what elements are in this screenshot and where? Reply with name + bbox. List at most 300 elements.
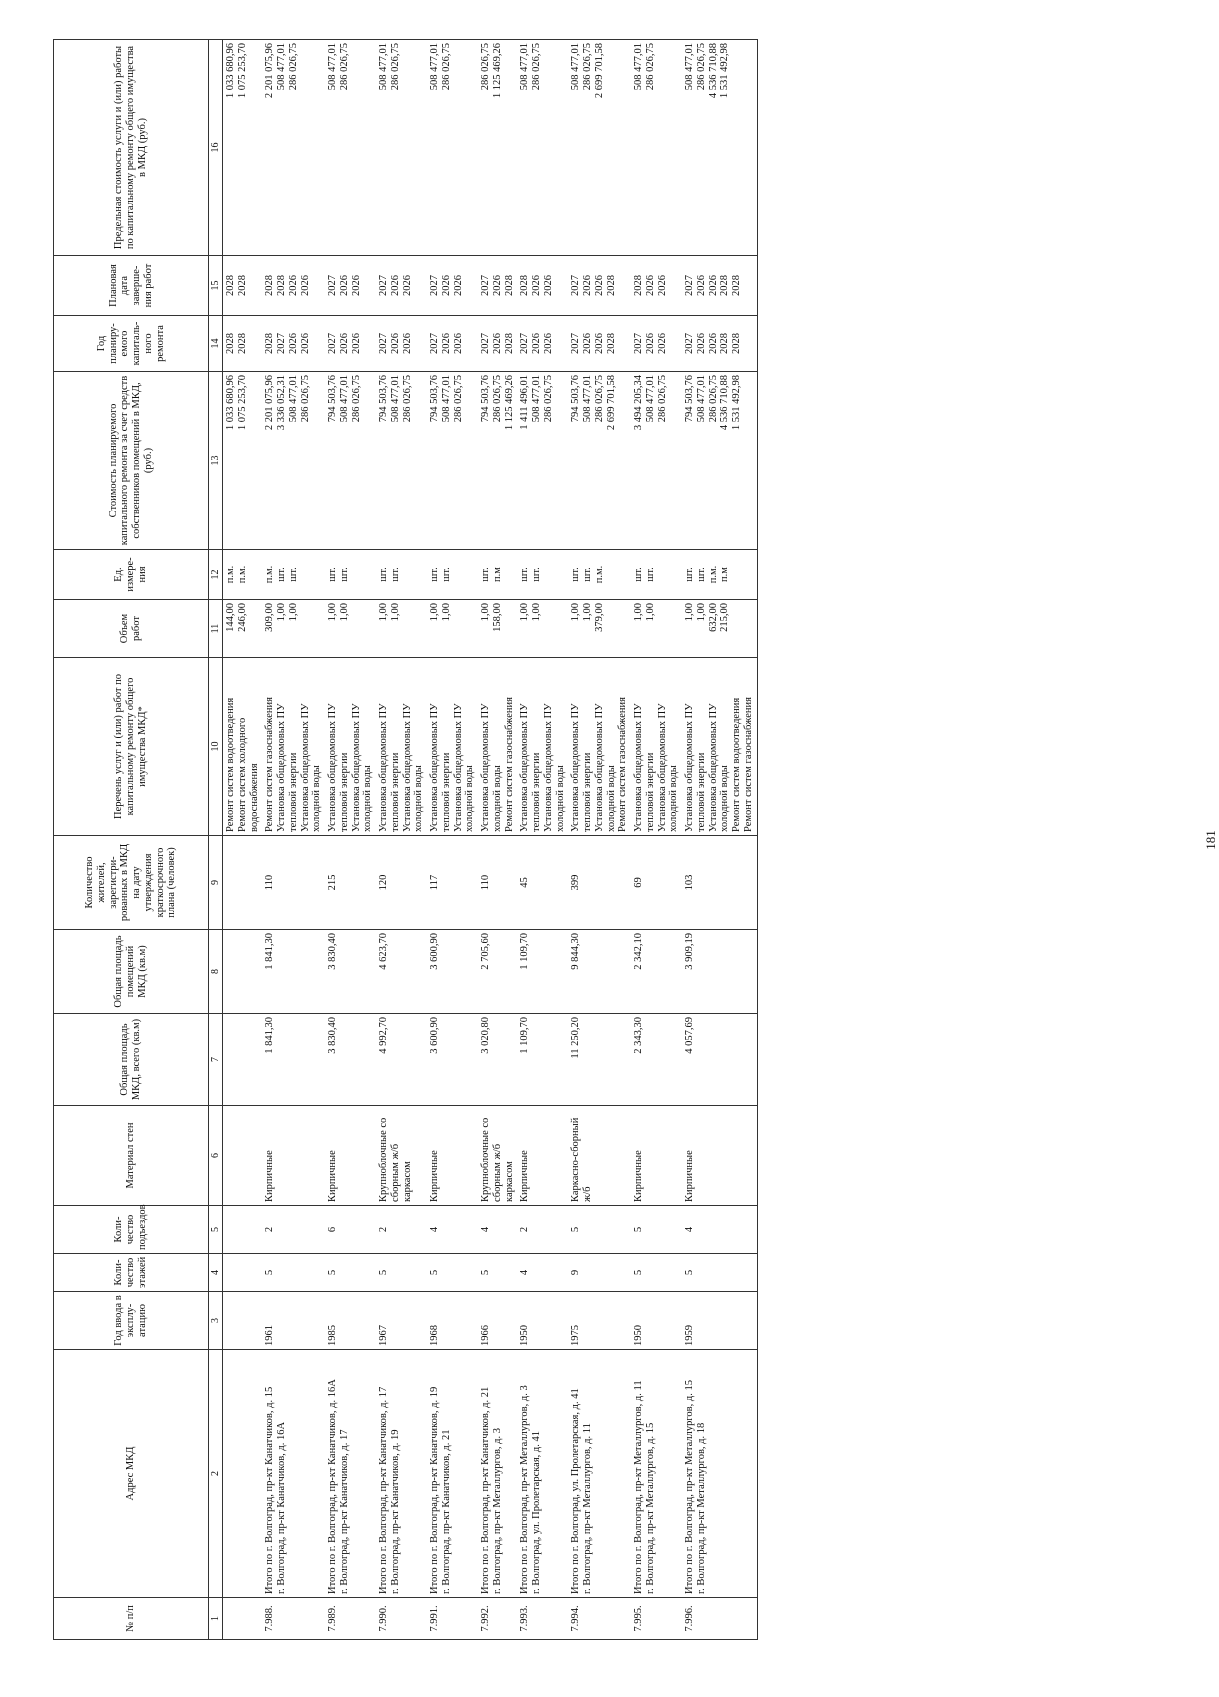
- cost-cell-line: 286 026,75: [350, 375, 362, 423]
- volume-cell-line: 1,00: [519, 603, 531, 622]
- header-address: Адрес МКД: [54, 1350, 209, 1598]
- cost-cell: [631, 372, 682, 550]
- address-cell-line: Итого по г. Волгоград, пр-кт Канатчиков, д. 16А: [327, 1379, 338, 1594]
- end-year-cell-line: 2026: [287, 275, 299, 296]
- plan-year-cell: [682, 316, 757, 372]
- address-cell: [631, 1350, 682, 1598]
- table-row: [517, 40, 568, 1640]
- premises-area-cell: 1 841,30: [262, 930, 325, 1014]
- works-cell: [262, 658, 325, 836]
- unit-cell: [223, 550, 263, 600]
- cost-cell-line: 508 477,01: [389, 375, 401, 423]
- plan-year-cell-line: 2027: [378, 333, 389, 354]
- end-year-cell-line: 2026: [338, 275, 350, 296]
- header-premises-area: Общая площадь помещений МКД (кв.м): [54, 930, 209, 1014]
- row-number: 7.991.: [427, 1598, 478, 1640]
- address-cell: [223, 1350, 263, 1598]
- plan-year-cell-line: 2026: [452, 333, 464, 354]
- cost-cell-line: 794 503,76: [570, 375, 582, 423]
- end-year-cell-line: 2027: [570, 275, 582, 296]
- end-year-cell-line: 2027: [429, 275, 440, 296]
- entrances-cell: 4: [682, 1206, 757, 1254]
- total-area-cell: 4 992,70: [376, 1014, 427, 1106]
- cost-cell-line: 286 026,75: [542, 375, 554, 423]
- table-row: [478, 40, 517, 1640]
- column-number: 2: [209, 1350, 223, 1598]
- volume-cell-line: 379,00: [593, 603, 605, 632]
- limit-cost-cell: [223, 40, 263, 256]
- plan-year-cell: [262, 316, 325, 372]
- unit-cell-line: п.м.: [593, 565, 605, 584]
- limit-cost-cell-line: 286 026,75: [695, 43, 707, 91]
- capital-repair-table: [53, 39, 758, 1640]
- total-area-cell: 3 600,90: [427, 1014, 478, 1106]
- column-number: 8: [209, 930, 223, 1014]
- end-year-cell: [568, 256, 631, 316]
- volume-cell-line: 1,00: [429, 603, 440, 622]
- unit-cell: [478, 550, 517, 600]
- address-cell-line: г. Волгоград, пр-кт Металлургов, д. 18: [695, 1422, 707, 1594]
- works-cell-line: Установка общедомовых ПУ холодной воды: [707, 703, 731, 832]
- cost-cell-line: 286 026,75: [491, 375, 503, 423]
- end-year-cell-line: 2028: [264, 275, 276, 296]
- cost-cell: [223, 372, 263, 550]
- cost-cell-line: 508 477,01: [644, 375, 656, 423]
- volume-cell-line: 1,00: [480, 603, 491, 622]
- header-wall-material: Материал стен: [54, 1106, 209, 1206]
- plan-year-cell-line: 2026: [491, 333, 503, 354]
- residents-cell: [223, 836, 263, 930]
- works-cell-line: Установка общедомовых ПУ тепловой энергии: [276, 703, 299, 832]
- address-cell-line: Итого по г. Волгоград, пр-кт Металлургов, д. 11: [633, 1380, 644, 1594]
- cost-cell-line: 1 531 492,98: [731, 375, 742, 431]
- entrances-cell: 2: [376, 1206, 427, 1254]
- cost-cell-line: 508 477,01: [440, 375, 452, 423]
- plan-year-cell: [223, 316, 263, 372]
- cost-cell-line: 508 477,01: [531, 375, 542, 423]
- works-cell-line: Установка общедомовых ПУ тепловой энергии: [684, 703, 707, 832]
- plan-year-cell-line: 2028: [731, 333, 742, 354]
- end-year-cell-line: 2026: [593, 275, 605, 296]
- row-number: 7.988.: [262, 1598, 325, 1640]
- limit-cost-cell-line: 2 201 075,96: [264, 43, 276, 99]
- cost-cell-line: 794 503,76: [480, 375, 491, 423]
- header-unit: Ед. измере-ния: [54, 550, 209, 600]
- unit-cell-line: шт.: [633, 567, 644, 582]
- limit-cost-cell: [568, 40, 631, 256]
- works-cell: [427, 658, 478, 836]
- end-year-cell: [517, 256, 568, 316]
- works-cell-line: Установка общедомовых ПУ холодной воды: [401, 703, 425, 832]
- plan-year-cell-line: 2027: [276, 333, 287, 354]
- volume-cell-line: 1,00: [695, 603, 707, 622]
- works-cell-line: Ремонт систем водоотведения: [731, 697, 742, 832]
- plan-year-cell-line: 2026: [644, 333, 656, 354]
- address-cell: [376, 1350, 427, 1598]
- table-row: [262, 40, 325, 1640]
- header-volume: Объем работ: [54, 600, 209, 658]
- total-area-cell: 4 057,69: [682, 1014, 757, 1106]
- plan-year-cell-line: 2026: [287, 333, 299, 354]
- premises-area-cell: 2 342,10: [631, 930, 682, 1014]
- wall-material-cell: Кирпичные: [325, 1106, 376, 1206]
- volume-cell-line: 1,00: [644, 603, 656, 622]
- plan-year-cell-line: 2028: [225, 333, 236, 354]
- column-number: 12: [209, 550, 223, 600]
- plan-year-cell: [631, 316, 682, 372]
- header-residents: Количество жителей, зарегистри-рованных в МКД на дату утверждения краткосрочного плана (человек): [54, 836, 209, 930]
- column-number: 13: [209, 372, 223, 550]
- end-year-cell: [376, 256, 427, 316]
- plan-year-cell-line: 2028: [264, 333, 276, 354]
- column-number: 3: [209, 1292, 223, 1350]
- commission-year-cell: [223, 1292, 263, 1350]
- limit-cost-cell-line: 508 477,01: [684, 43, 695, 91]
- commission-year-cell: 1967: [376, 1292, 427, 1350]
- floors-cell: 5: [682, 1254, 757, 1292]
- floors-cell: 5: [325, 1254, 376, 1292]
- plan-year-cell-line: 2026: [389, 333, 401, 354]
- entrances-cell: 5: [631, 1206, 682, 1254]
- cost-cell-line: 286 026,75: [656, 375, 668, 423]
- volume-cell-line: 1,00: [327, 603, 338, 622]
- end-year-cell-line: 2026: [452, 275, 464, 296]
- end-year-cell-line: 2028: [519, 275, 531, 296]
- cost-cell-line: 286 026,75: [299, 375, 311, 423]
- unit-cell-line: шт.: [429, 567, 440, 582]
- residents-cell: 69: [631, 836, 682, 930]
- header-end-date: Плановая дата заверше-ния работ: [54, 256, 209, 316]
- plan-year-cell: [568, 316, 631, 372]
- end-year-cell-line: 2027: [327, 275, 338, 296]
- table-row: [427, 40, 478, 1640]
- limit-cost-cell-line: 1 033 680,96: [225, 43, 236, 99]
- commission-year-cell: 1959: [682, 1292, 757, 1350]
- header-entrances: Коли-чество подъездов: [54, 1206, 209, 1254]
- unit-cell-line: шт.: [378, 567, 389, 582]
- limit-cost-cell-line: 286 026,75: [582, 43, 593, 91]
- row-number: 7.993.: [517, 1598, 568, 1640]
- works-cell: [223, 658, 263, 836]
- column-number: 11: [209, 600, 223, 658]
- address-cell-line: Итого по г. Волгоград, пр-кт Канатчиков, д. 21: [480, 1386, 491, 1594]
- end-year-cell-line: 2027: [684, 275, 695, 296]
- volume-cell: [376, 600, 427, 658]
- unit-cell-line: шт.: [338, 567, 350, 582]
- plan-year-cell-line: 2026: [338, 333, 350, 354]
- unit-cell-line: п.м.: [236, 565, 248, 584]
- unit-cell-line: шт.: [582, 567, 593, 582]
- end-year-cell-line: 2026: [350, 275, 362, 296]
- end-year-cell-line: 2026: [299, 275, 311, 296]
- end-year-cell-line: 2026: [401, 275, 413, 296]
- commission-year-cell: 1961: [262, 1292, 325, 1350]
- wall-material-cell: Крупноблочные со сборным ж/б каркасом: [376, 1106, 427, 1206]
- address-cell-line: Итого по г. Волгоград, пр-кт Металлургов, д. 15: [684, 1380, 695, 1594]
- table-row: [682, 40, 757, 1640]
- address-cell-line: г. Волгоград, пр-кт Металлургов, д. 11: [582, 1423, 593, 1594]
- commission-year-cell: 1950: [517, 1292, 568, 1350]
- address-cell-line: г. Волгоград, ул. Пролетарская, д. 41: [531, 1430, 542, 1594]
- volume-cell-line: 1,00: [287, 603, 299, 622]
- table-row: [568, 40, 631, 1640]
- cost-cell-line: 508 477,01: [582, 375, 593, 423]
- works-cell-line: Установка общедомовых ПУ холодной воды: [593, 703, 617, 832]
- limit-cost-cell-line: 1 075 253,70: [236, 43, 248, 99]
- header-floors: Коли-чество этажей: [54, 1254, 209, 1292]
- end-year-cell-line: 2026: [440, 275, 452, 296]
- floors-cell: 5: [631, 1254, 682, 1292]
- header-commission-year: Год ввода в эксплу-атацию: [54, 1292, 209, 1350]
- limit-cost-cell-line: 286 026,75: [287, 43, 299, 91]
- cost-cell-line: 1 075 253,70: [236, 375, 248, 431]
- works-cell: [325, 658, 376, 836]
- works-cell-line: Ремонт систем газоснабжения: [742, 697, 754, 832]
- volume-cell: [517, 600, 568, 658]
- commission-year-cell: 1968: [427, 1292, 478, 1350]
- floors-cell: 4: [517, 1254, 568, 1292]
- end-year-cell: [262, 256, 325, 316]
- wall-material-cell: Кирпичные: [631, 1106, 682, 1206]
- entrances-cell: 6: [325, 1206, 376, 1254]
- premises-area-cell: [223, 930, 263, 1014]
- document-sheet: [53, 40, 1218, 1640]
- plan-year-cell-line: 2028: [719, 333, 731, 354]
- total-area-cell: 1 109,70: [517, 1014, 568, 1106]
- end-year-cell-line: 2026: [707, 275, 719, 296]
- residents-cell: 117: [427, 836, 478, 930]
- cost-cell: [376, 372, 427, 550]
- volume-cell-line: 158,00: [491, 603, 503, 632]
- limit-cost-cell-line: 286 026,75: [644, 43, 656, 91]
- works-cell-line: Установка общедомовых ПУ тепловой энергии: [429, 703, 452, 832]
- address-cell-line: г. Волгоград, пр-кт Металлургов, д. 3: [491, 1427, 503, 1594]
- address-cell-line: г. Волгоград, пр-кт Канатчиков, д. 21: [440, 1429, 452, 1594]
- works-cell-line: Установка общедомовых ПУ тепловой энергии: [570, 703, 593, 832]
- cost-cell-line: 794 503,76: [378, 375, 389, 423]
- floors-cell: 5: [262, 1254, 325, 1292]
- residents-cell: 103: [682, 836, 757, 930]
- end-year-cell-line: 2028: [605, 275, 617, 296]
- floors-cell: 5: [376, 1254, 427, 1292]
- end-year-cell-line: 2028: [236, 275, 248, 296]
- floors-cell: 5: [427, 1254, 478, 1292]
- address-cell-line: Итого по г. Волгоград, пр-кт Канатчиков, д. 15: [264, 1386, 276, 1594]
- entrances-cell: 5: [568, 1206, 631, 1254]
- limit-cost-cell-line: 508 477,01: [327, 43, 338, 91]
- end-year-cell-line: 2026: [389, 275, 401, 296]
- wall-material-cell: Каркасно-сборный ж/б: [568, 1106, 631, 1206]
- cost-cell-line: 3 494 205,34: [633, 375, 644, 431]
- unit-cell-line: шт.: [276, 567, 287, 582]
- volume-cell: [682, 600, 757, 658]
- limit-cost-cell-line: 286 026,75: [480, 43, 491, 91]
- plan-year-cell-line: 2027: [633, 333, 644, 354]
- limit-cost-cell-line: 508 477,01: [519, 43, 531, 91]
- header-number: № п/п: [54, 1598, 209, 1640]
- limit-cost-cell: [631, 40, 682, 256]
- plan-year-cell: [376, 316, 427, 372]
- unit-cell-line: шт.: [440, 567, 452, 582]
- unit-cell-line: шт.: [480, 567, 491, 582]
- floors-cell: 5: [478, 1254, 517, 1292]
- premises-area-cell: 1 109,70: [517, 930, 568, 1014]
- plan-year-cell-line: 2026: [440, 333, 452, 354]
- volume-cell-line: 1,00: [684, 603, 695, 622]
- limit-cost-cell: [325, 40, 376, 256]
- end-year-cell-line: 2028: [731, 275, 742, 296]
- works-cell-line: Установка общедомовых ПУ холодной воды: [350, 703, 374, 832]
- header-cost: Стоимость планируемого капитального ремонта за счет средств собственников помещений в МКД, (руб.): [54, 372, 209, 550]
- unit-cell-line: п.м.: [264, 565, 276, 584]
- premises-area-cell: 9 844,30: [568, 930, 631, 1014]
- cost-cell-line: 286 026,75: [401, 375, 413, 423]
- plan-year-cell-line: 2027: [684, 333, 695, 354]
- column-number: 1: [209, 1598, 223, 1640]
- commission-year-cell: 1950: [631, 1292, 682, 1350]
- limit-cost-cell-line: 2 699 701,58: [593, 43, 605, 99]
- limit-cost-cell-line: 286 026,75: [531, 43, 542, 91]
- volume-cell-line: 1,00: [378, 603, 389, 622]
- unit-cell-line: п.м.: [707, 565, 719, 584]
- limit-cost-cell-line: 508 477,01: [570, 43, 582, 91]
- works-cell-line: Установка общедомовых ПУ тепловой энергии: [519, 703, 542, 832]
- unit-cell: [682, 550, 757, 600]
- works-cell-line: Установка общедомовых ПУ холодной воды: [656, 703, 680, 832]
- address-cell: [262, 1350, 325, 1598]
- works-cell-line: Установка общедомовых ПУ тепловой энергии: [378, 703, 401, 832]
- works-cell-line: Ремонт систем газоснабжения: [617, 697, 629, 832]
- premises-area-cell: 2 705,60: [478, 930, 517, 1014]
- unit-cell-line: шт.: [570, 567, 582, 582]
- wall-material-cell: Кирпичные: [262, 1106, 325, 1206]
- works-cell: [631, 658, 682, 836]
- unit-cell-line: п.м.: [225, 565, 236, 584]
- cost-cell-line: 4 536 710,88: [719, 375, 731, 431]
- plan-year-cell-line: 2026: [593, 333, 605, 354]
- residents-cell: 215: [325, 836, 376, 930]
- unit-cell-line: шт.: [287, 567, 299, 582]
- end-year-cell-line: 2028: [633, 275, 644, 296]
- cost-cell-line: 508 477,01: [338, 375, 350, 423]
- total-area-cell: 2 343,30: [631, 1014, 682, 1106]
- end-year-cell-line: 2027: [378, 275, 389, 296]
- cost-cell-line: 1 125 469,26: [503, 375, 515, 431]
- limit-cost-cell-line: 1 125 469,26: [491, 43, 503, 99]
- works-cell-line: Ремонт систем газоснабжения: [264, 697, 276, 832]
- unit-cell-line: шт.: [695, 567, 707, 582]
- end-year-cell-line: 2027: [480, 275, 491, 296]
- cost-cell: [478, 372, 517, 550]
- cost-cell: [517, 372, 568, 550]
- volume-cell-line: 1,00: [531, 603, 542, 622]
- end-year-cell-line: 2028: [225, 275, 236, 296]
- column-number: 7: [209, 1014, 223, 1106]
- unit-cell: [517, 550, 568, 600]
- address-cell-line: Итого по г. Волгоград, пр-кт Канатчиков, д. 17: [378, 1386, 389, 1594]
- end-year-cell-line: 2026: [491, 275, 503, 296]
- unit-cell-line: шт.: [644, 567, 656, 582]
- unit-cell-line: п.м: [719, 567, 731, 582]
- entrances-cell: 4: [427, 1206, 478, 1254]
- volume-cell: [568, 600, 631, 658]
- end-year-cell: [631, 256, 682, 316]
- volume-cell-line: 215,00: [719, 603, 731, 632]
- table-row: [376, 40, 427, 1640]
- end-year-cell-line: 2026: [644, 275, 656, 296]
- end-year-cell-line: 2026: [656, 275, 668, 296]
- volume-cell: [223, 600, 263, 658]
- cost-cell-line: 2 201 075,96: [264, 375, 276, 431]
- commission-year-cell: 1975: [568, 1292, 631, 1350]
- plan-year-cell-line: 2026: [531, 333, 542, 354]
- residents-cell: 120: [376, 836, 427, 930]
- address-cell-line: г. Волгоград, пр-кт Канатчиков, д. 17: [338, 1429, 350, 1594]
- residents-cell: 45: [517, 836, 568, 930]
- total-area-cell: 1 841,30: [262, 1014, 325, 1106]
- end-year-cell-line: 2026: [542, 275, 554, 296]
- entrances-cell: [223, 1206, 263, 1254]
- residents-cell: 110: [262, 836, 325, 930]
- limit-cost-cell: [262, 40, 325, 256]
- plan-year-cell: [325, 316, 376, 372]
- plan-year-cell-line: 2028: [503, 333, 515, 354]
- volume-cell-line: 1,00: [389, 603, 401, 622]
- column-number: 14: [209, 316, 223, 372]
- address-cell-line: г. Волгоград, пр-кт Металлургов, д. 15: [644, 1422, 656, 1594]
- column-number: 15: [209, 256, 223, 316]
- address-cell: [478, 1350, 517, 1598]
- floors-cell: [223, 1254, 263, 1292]
- unit-cell: [568, 550, 631, 600]
- plan-year-cell-line: 2026: [350, 333, 362, 354]
- unit-cell: [631, 550, 682, 600]
- plan-year-cell-line: 2028: [605, 333, 617, 354]
- column-number: 6: [209, 1106, 223, 1206]
- works-cell-line: Установка общедомовых ПУ холодной воды: [480, 703, 503, 832]
- volume-cell: [325, 600, 376, 658]
- cost-cell: [262, 372, 325, 550]
- row-number: [223, 1598, 263, 1640]
- unit-cell: [325, 550, 376, 600]
- plan-year-cell-line: 2027: [519, 333, 531, 354]
- column-number-row: [209, 40, 223, 1640]
- row-number: 7.989.: [325, 1598, 376, 1640]
- cost-cell-line: 286 026,75: [452, 375, 464, 423]
- premises-area-cell: 3 909,19: [682, 930, 757, 1014]
- volume-cell-line: 632,00: [707, 603, 719, 632]
- plan-year-cell-line: 2026: [695, 333, 707, 354]
- volume-cell-line: 1,00: [338, 603, 350, 622]
- end-year-cell: [478, 256, 517, 316]
- address-cell: [325, 1350, 376, 1598]
- cost-cell-line: 3 336 052,31: [276, 375, 287, 431]
- limit-cost-cell: [376, 40, 427, 256]
- residents-cell: 399: [568, 836, 631, 930]
- limit-cost-cell: [427, 40, 478, 256]
- column-number: 5: [209, 1206, 223, 1254]
- premises-area-cell: 3 830,40: [325, 930, 376, 1014]
- total-area-cell: 3 830,40: [325, 1014, 376, 1106]
- entrances-cell: 2: [517, 1206, 568, 1254]
- end-year-cell-line: 2028: [503, 275, 515, 296]
- plan-year-cell-line: 2027: [327, 333, 338, 354]
- address-cell: [682, 1350, 757, 1598]
- limit-cost-cell: [682, 40, 757, 256]
- plan-year-cell-line: 2026: [299, 333, 311, 354]
- works-cell-line: Ремонт систем газоснабжения: [503, 697, 515, 832]
- cost-cell-line: 508 477,01: [287, 375, 299, 423]
